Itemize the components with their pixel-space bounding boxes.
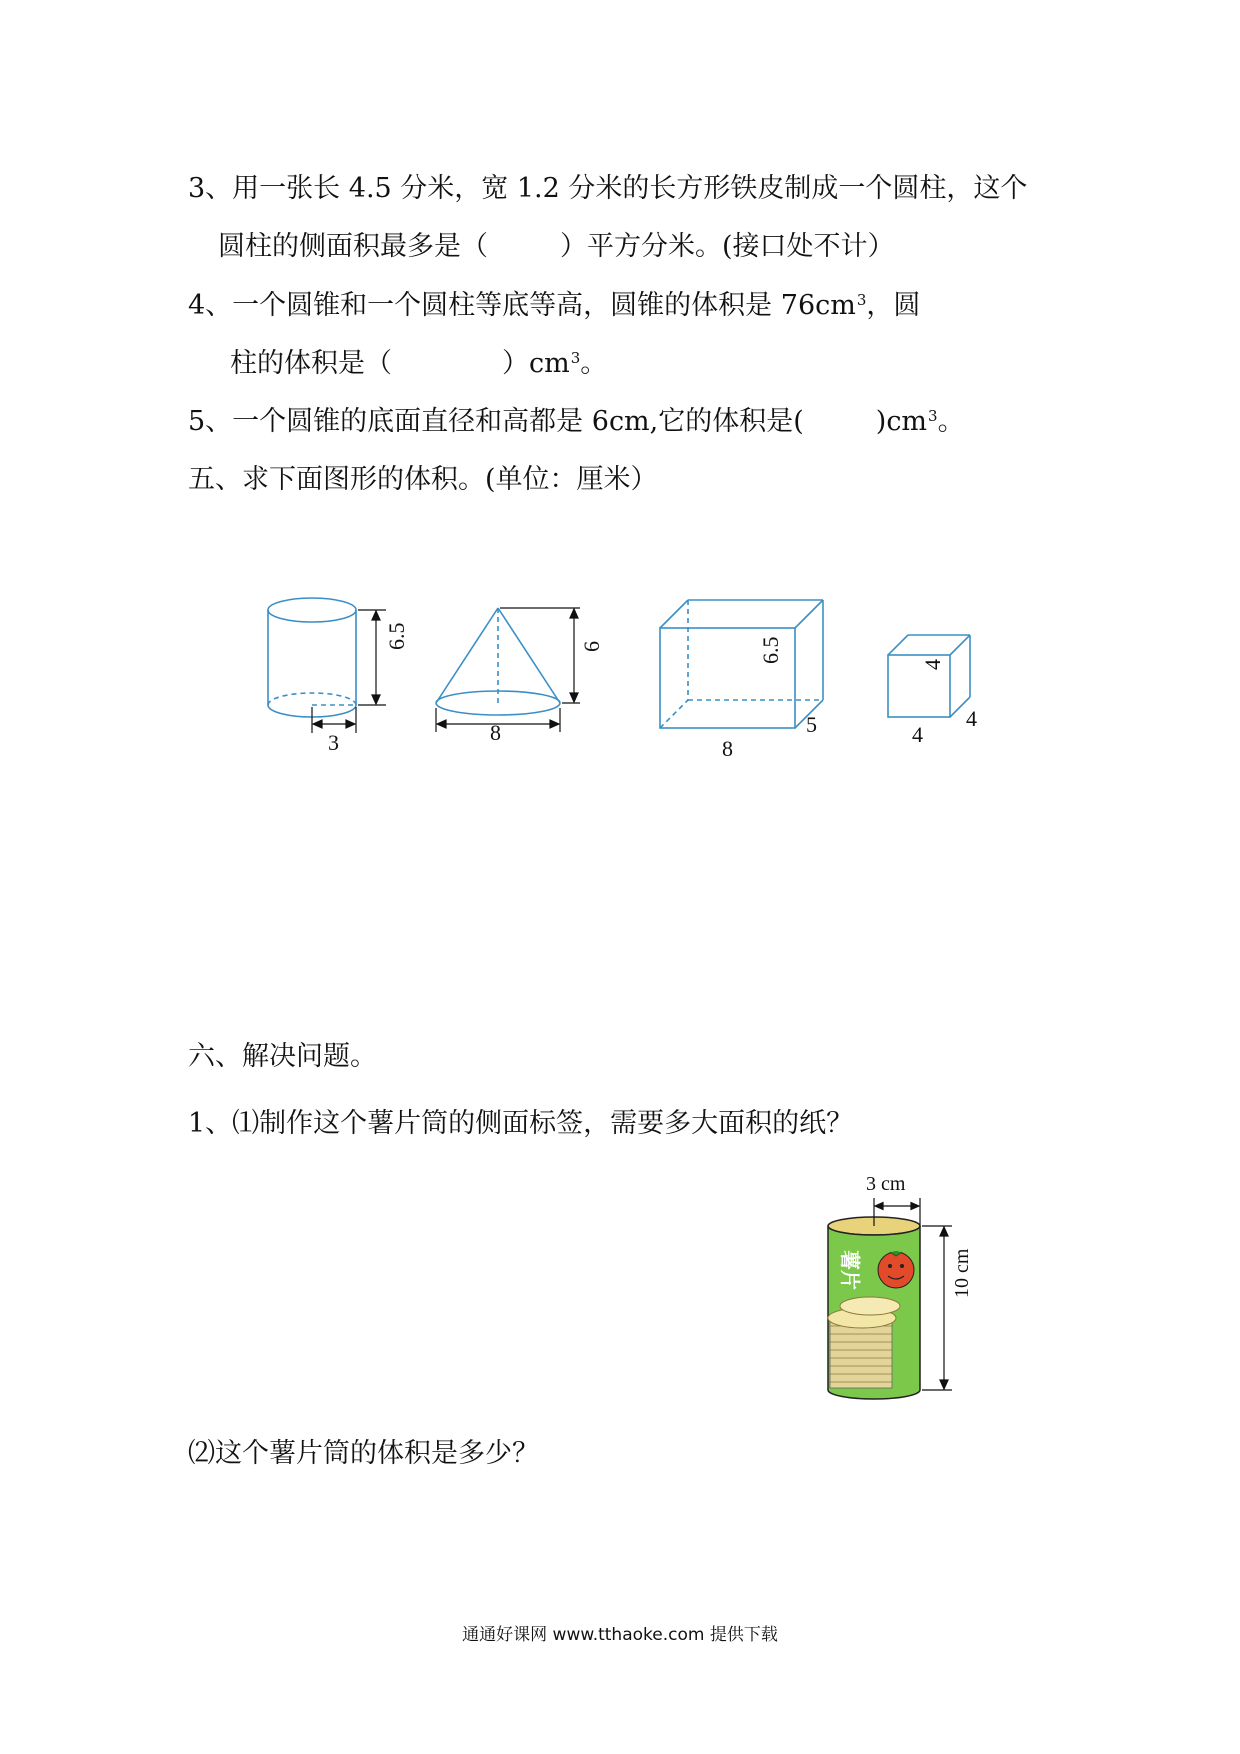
q3-line1: 3、用一张长 4.5 分米，宽 1.2 分米的长方形铁皮制成一个圆柱，这个 [188,173,1028,204]
q4-line2-before: 柱的体积是（ [230,348,392,379]
can-radius-label: 3 cm [866,1173,906,1195]
cuboid-length-label: 8 [722,736,733,760]
q3-line2 [218,230,895,264]
q4-line1-end: ，圆 [866,290,921,321]
q3-line2-after: ）平方分米。(接口处不计） [560,231,895,262]
cone-diameter-label: 8 [490,720,501,745]
section6-title: 六、解决问题。 [188,1041,377,1072]
cone-figure [436,608,560,715]
section5-title: 五、求下面图形的体积。(单位：厘米） [188,464,658,495]
cylinder-height-label: 6.5 [384,622,409,650]
chips-can-illustration [818,1168,978,1408]
q4-line2-after: ）cm [502,348,570,379]
cylinder-figure [268,598,356,717]
cone-height-label: 6 [579,641,604,652]
cuboid-width-label: 5 [806,712,817,737]
cuboid-figure [660,600,823,728]
q4-line2 [230,347,607,381]
page-footer: 通通好课网 www.tthaoke.com 提供下载 [462,1625,778,1645]
cube-width-label: 4 [966,706,977,731]
q4-exp2: 3 [570,349,581,367]
can-label-text: 薯片 [838,1250,862,1290]
q5-end: 。 [937,406,965,437]
q5-after: )cm [875,406,928,437]
q4-line1-text: 4、一个圆锥和一个圆柱等底等高，圆锥的体积是 76cm [188,290,856,321]
q4-line2-end: 。 [580,348,608,379]
can-height-label: 10 cm [951,1248,973,1298]
q4-line1 [188,289,920,323]
cube-height-label: 4 [920,659,945,670]
cuboid-height-label: 6.5 [758,636,783,664]
q5-text: 5、一个圆锥的底面直径和高都是 6cm,它的体积是( [188,406,804,437]
geometry-figures [240,580,1020,760]
q5-exp: 3 [928,407,938,425]
problem1-part2: ⑵这个薯片筒的体积是多少？ [188,1438,539,1469]
cylinder-radius-label: 3 [328,730,339,755]
cube-figure [888,635,970,717]
q5-line [188,405,965,439]
problem1-part1: 1、⑴制作这个薯片筒的侧面标签，需要多大面积的纸？ [188,1108,854,1139]
cube-length-label: 4 [912,722,923,747]
q3-line2-before: 圆柱的侧面积最多是（ [218,231,488,262]
q4-exp1: 3 [856,291,867,309]
